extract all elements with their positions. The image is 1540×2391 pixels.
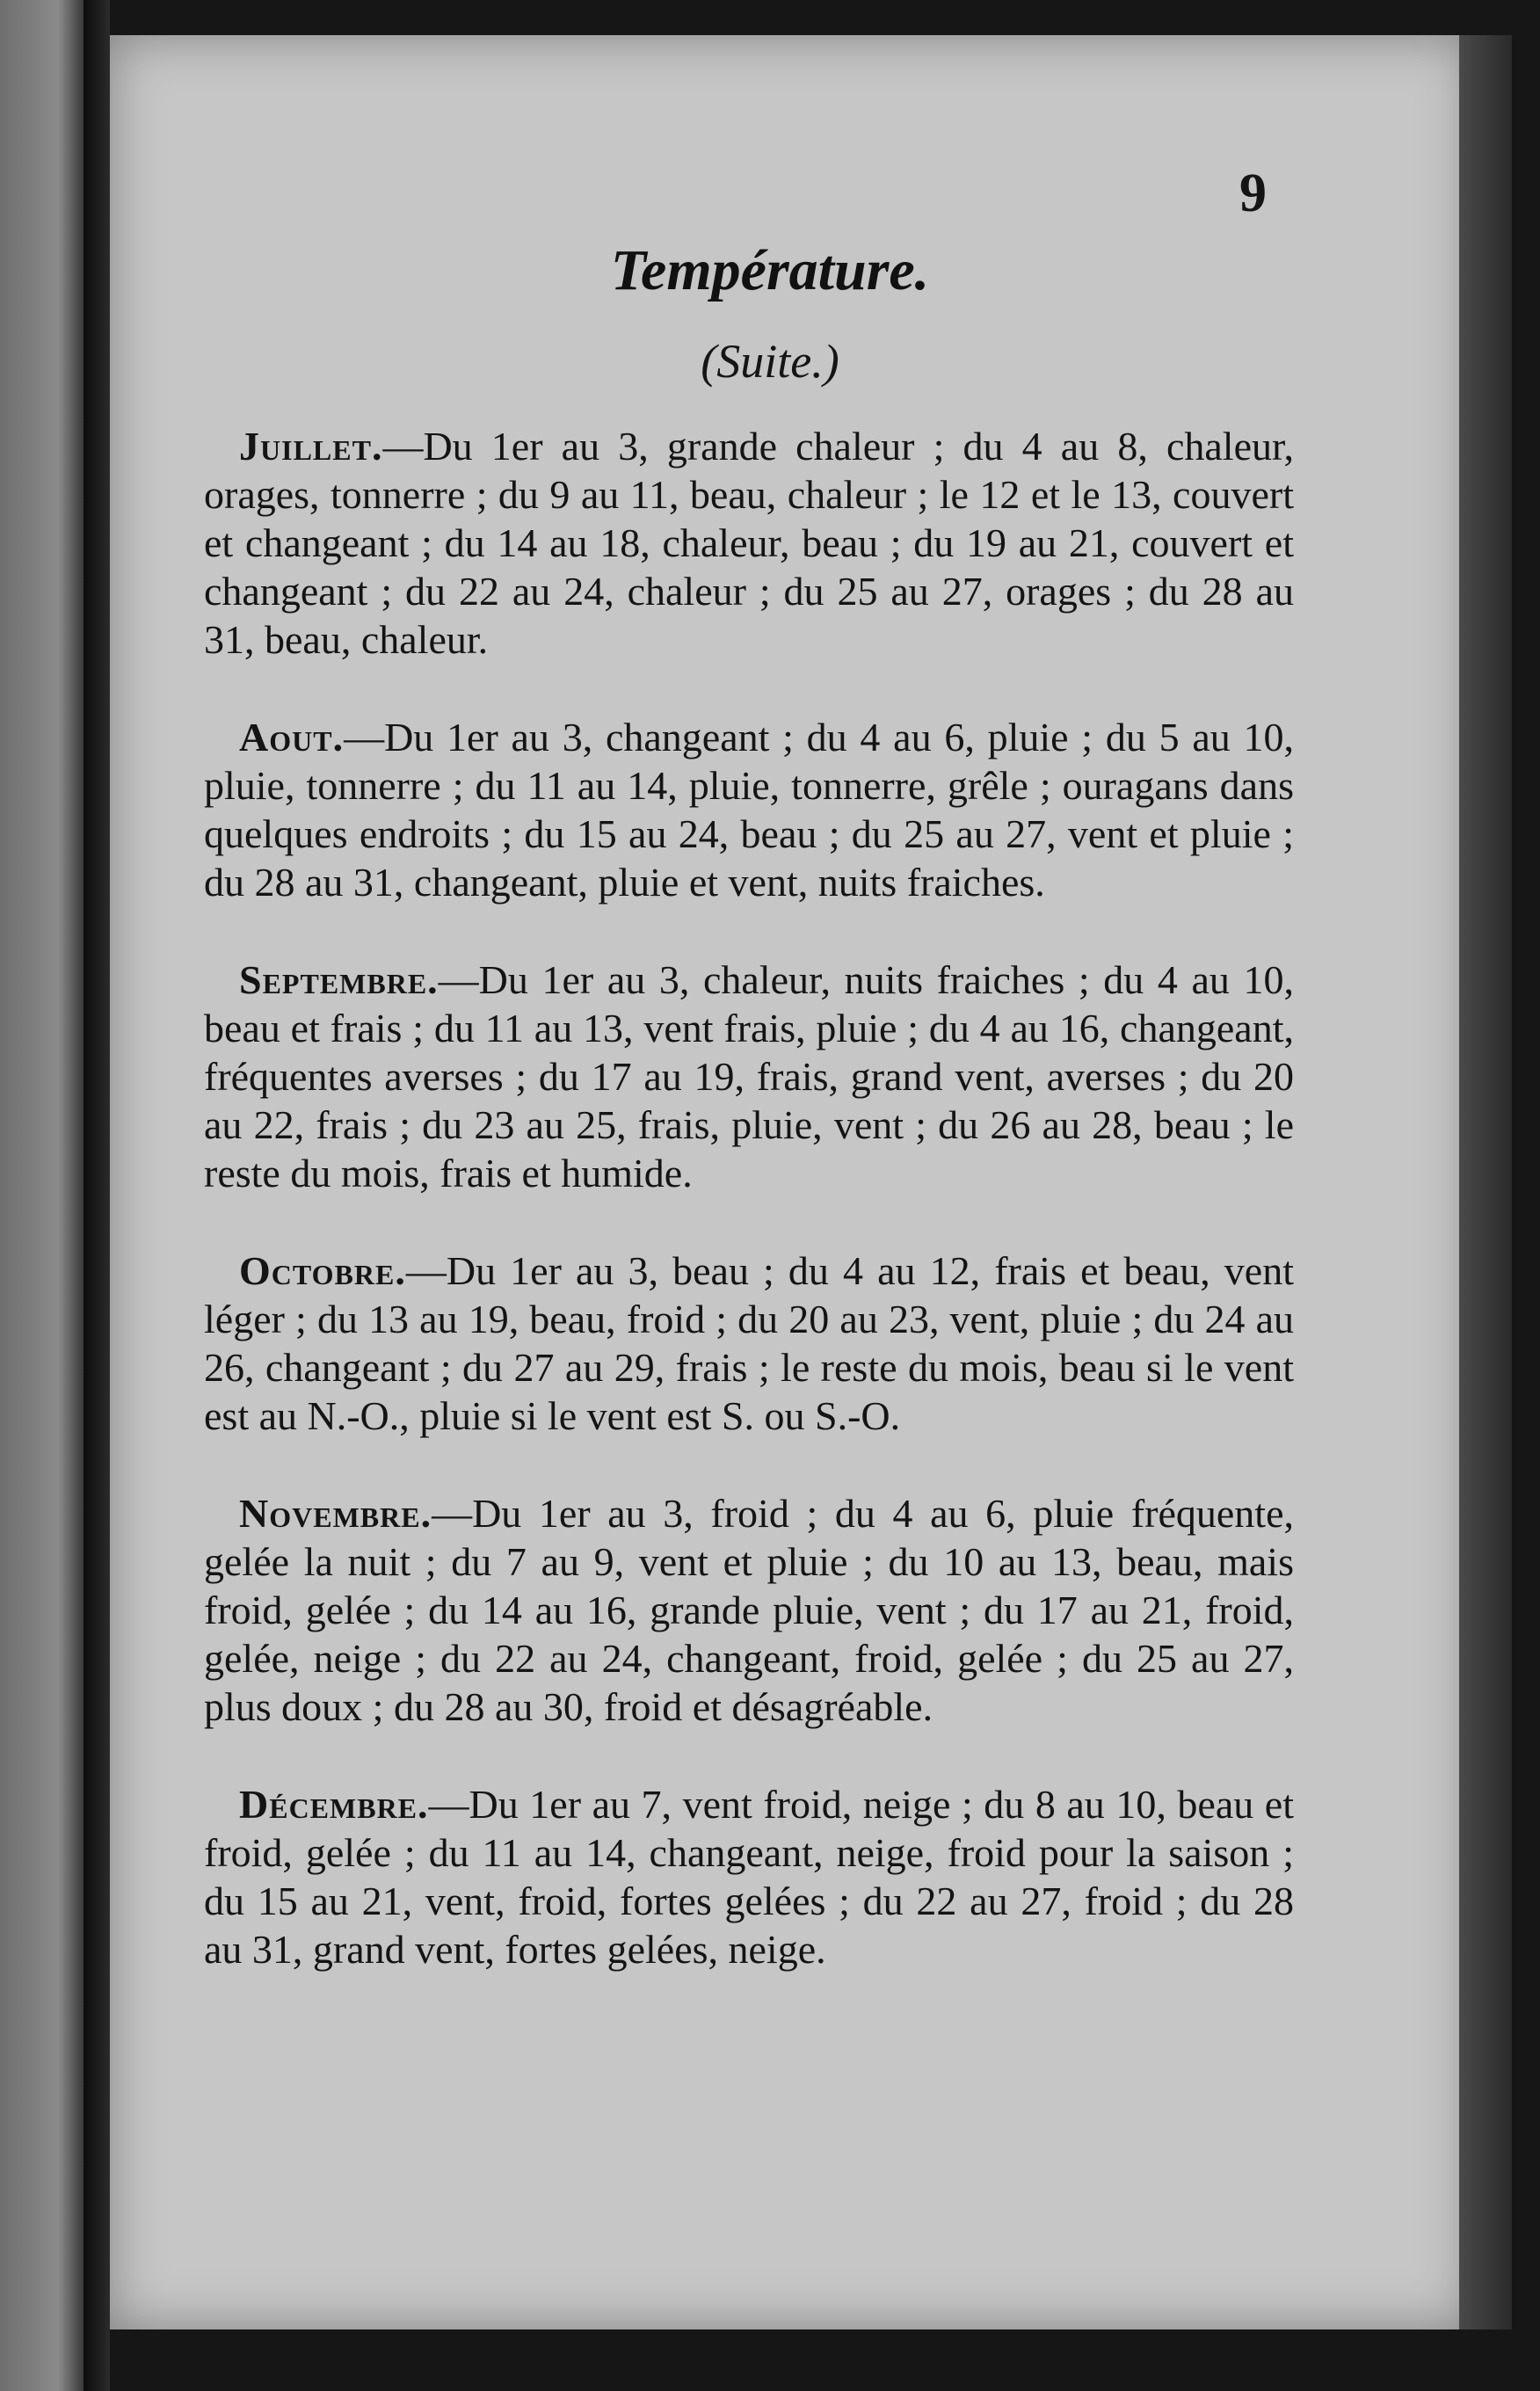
paragraph-aout [204, 713, 1294, 906]
page-subtitle: (Suite.) [701, 335, 839, 388]
paragraph-text: —Du 1er au 3, beau ; du 4 au 12, frais et beau, vent léger ; du 13 au 19, beau, froid ; du 20 au 23, vent, pluie ; du 24 au 26, changeant ; du 27 au 29, frais ; le reste du mois, beau si le vent est au N.-O., pluie si le vent est S. ou S.-O. [204, 1248, 1294, 1438]
paragraph-text: —Du 1er au 3, grande chaleur ; du 4 au 8, chaleur, orages, tonnerre ; du 9 au 11, beau, chaleur ; le 12 et le 13, couvert et changeant ; du 14 au 18, chaleur, beau ; du 19 au 21, couvert et changeant ; du 22 au 24, chaleur ; du 25 au 27, orages ; du 28 au 31, beau, chaleur. [204, 424, 1294, 662]
month-label: Juillet. [239, 424, 383, 469]
paragraph-text: —Du 1er au 7, vent froid, neige ; du 8 au 10, beau et froid, gelée ; du 11 au 14, changeant, neige, froid pour la saison ; du 15 au 21, vent, froid, fortes gelées ; du 22 au 27, froid ; du 28 au 31, grand vent, fortes gelées, neige. [204, 1782, 1294, 1972]
page-title: Température. [610, 238, 930, 302]
paragraph-juillet [204, 422, 1294, 664]
paragraph-text: —Du 1er au 3, chaleur, nuits fraiches ; du 4 au 10, beau et frais ; du 11 au 13, vent frais, pluie ; du 4 au 16, changeant, fréquentes averses ; du 17 au 19, frais, grand vent, averses ; du 20 au 22, frais ; du 23 au 25, frais, pluie, vent ; du 26 au 28, beau ; le reste du mois, frais et humide. [204, 957, 1294, 1196]
paragraph-septembre [204, 956, 1294, 1197]
paragraph-novembre [204, 1489, 1294, 1731]
month-label: Aout. [239, 715, 345, 759]
temperature-text [204, 422, 1294, 2023]
month-label: Septembre. [239, 957, 439, 1002]
month-label: Décembre. [239, 1782, 429, 1827]
paragraph-text: —Du 1er au 3, froid ; du 4 au 6, pluie fréquente, gelée la nuit ; du 7 au 9, vent et pluie ; du 10 au 13, beau, mais froid, gelée ; du 14 au 16, grande pluie, vent ; du 17 au 21, froid, gelée, neige ; du 22 au 24, changeant, froid, gelée ; du 25 au 27, plus doux ; du 28 au 30, froid et désagréable. [204, 1491, 1294, 1729]
paragraph-text: —Du 1er au 3, changeant ; du 4 au 6, pluie ; du 5 au 10, pluie, tonnerre ; du 11 au 14, pluie, tonnerre, grêle ; ouragans dans quelques endroits ; du 15 au 24, beau ; du 25 au 27, vent et pluie ; du 28 au 31, changeant, pluie et vent, nuits fraiches. [204, 715, 1294, 905]
page-number: 9 [1239, 164, 1267, 223]
paragraph-decembre [204, 1780, 1294, 1973]
month-label: Novembre. [239, 1491, 432, 1536]
month-label: Octobre. [239, 1248, 406, 1293]
paragraph-octobre [204, 1246, 1294, 1440]
